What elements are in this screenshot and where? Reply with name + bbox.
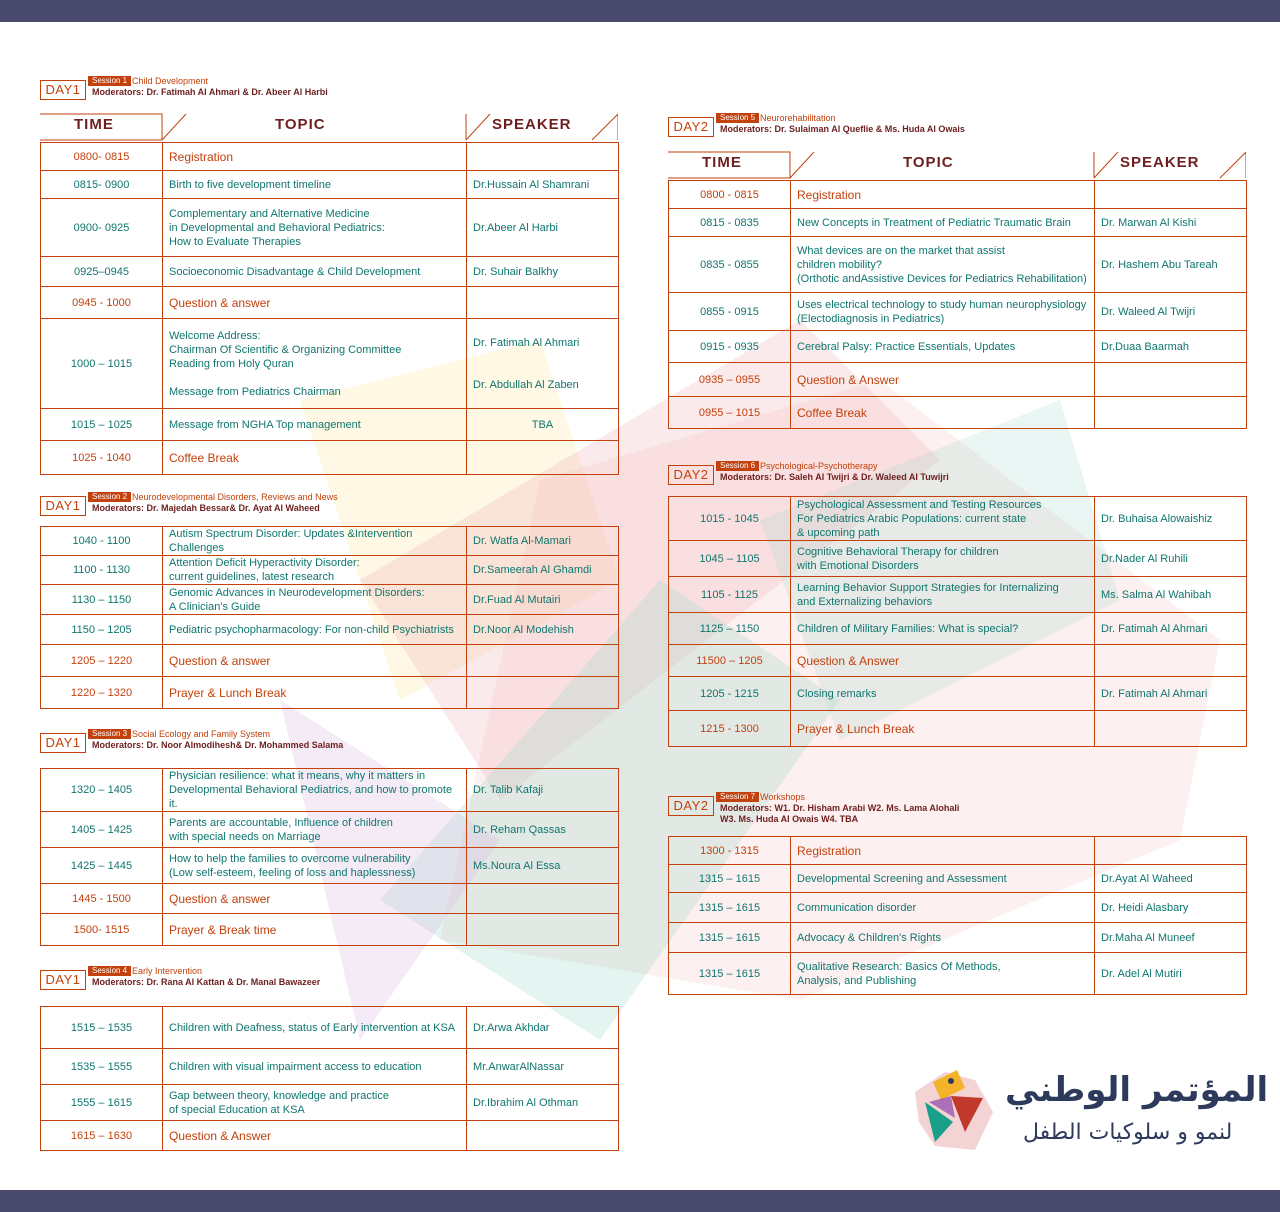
schedule-row — [669, 293, 1247, 331]
topic-cell: How to help the families to overcome vulnerability (Low self-esteem, feeling of loss and haplessness) — [163, 848, 467, 884]
topic-cell: Gap between theory, knowledge and practice of special Education at KSA — [163, 1085, 467, 1121]
table-header — [668, 148, 1246, 178]
time-cell: 0800- 0815 — [41, 143, 163, 171]
time-cell: 1040 - 1100 — [41, 527, 163, 556]
schedule-table — [40, 1006, 619, 1151]
schedule-row — [41, 585, 619, 615]
session-header — [40, 492, 640, 522]
topic-cell: Parents are accountable, Influence of children with special needs on Marriage — [163, 812, 467, 848]
topic-cell: Developmental Screening and Assessment — [791, 865, 1095, 893]
speaker-cell: Dr. Talib Kafaji — [467, 769, 619, 812]
day-badge: DAY2 — [668, 465, 714, 485]
logo-title-arabic: المؤتمر الوطني — [1005, 1070, 1269, 1110]
schedule-row — [669, 923, 1247, 953]
time-cell: 0915 - 0935 — [669, 331, 791, 363]
session-title: Psychological-Psychotherapy — [760, 461, 878, 471]
time-cell: 0945 - 1000 — [41, 287, 163, 319]
schedule-row — [669, 577, 1247, 613]
session-header — [40, 729, 640, 759]
time-cell: 1315 – 1615 — [669, 865, 791, 893]
speaker-cell — [467, 914, 619, 946]
time-cell: 0815- 0900 — [41, 171, 163, 199]
schedule-row — [669, 497, 1247, 541]
schedule-row — [41, 677, 619, 709]
speaker-cell — [467, 645, 619, 677]
time-cell: 0815 - 0835 — [669, 209, 791, 237]
schedule-row — [41, 257, 619, 287]
topic-cell: Question & answer — [163, 645, 467, 677]
day-badge: DAY1 — [40, 496, 86, 516]
session-number-badge: Session 1 — [88, 76, 131, 86]
speaker-cell — [1095, 711, 1247, 747]
topic-cell: Prayer & Break time — [163, 914, 467, 946]
time-cell: 1000 – 1015 — [41, 319, 163, 409]
header-topic: TOPIC — [903, 154, 954, 171]
speaker-cell — [467, 287, 619, 319]
time-cell: 1105 - 1125 — [669, 577, 791, 613]
speaker-cell: Dr. Reham Qassas — [467, 812, 619, 848]
time-cell: 1425 – 1445 — [41, 848, 163, 884]
day-badge: DAY1 — [40, 970, 86, 990]
topic-cell: Genomic Advances in Neurodevelopment Disorders: A Clinician's Guide — [163, 585, 467, 615]
time-cell: 1130 – 1150 — [41, 585, 163, 615]
topic-cell: Psychological Assessment and Testing Resources For Pediatrics Arabic Populations: current state & upcoming path — [791, 497, 1095, 541]
speaker-cell: Dr.Noor Al Modehish — [467, 615, 619, 645]
schedule-row — [41, 615, 619, 645]
time-cell: 0935 – 0955 — [669, 363, 791, 397]
day-badge: DAY1 — [40, 80, 86, 100]
schedule-table — [40, 768, 619, 946]
speaker-cell: Dr.Ibrahim Al Othman — [467, 1085, 619, 1121]
speaker-cell — [1095, 363, 1247, 397]
time-cell: 1205 – 1220 — [41, 645, 163, 677]
time-cell: 1515 – 1535 — [41, 1007, 163, 1049]
conference-logo — [905, 1062, 1269, 1162]
time-cell: 1125 – 1150 — [669, 613, 791, 645]
topic-cell: Question & Answer — [791, 363, 1095, 397]
topic-cell: Registration — [791, 837, 1095, 865]
schedule-row — [41, 769, 619, 812]
topic-cell: Children of Military Families: What is special? — [791, 613, 1095, 645]
speaker-cell: Dr. Buhaisa Alowaishiz — [1095, 497, 1247, 541]
topic-cell: Coffee Break — [163, 441, 467, 475]
topic-cell: Communication disorder — [791, 893, 1095, 923]
time-cell: 1100 - 1130 — [41, 556, 163, 585]
speaker-cell: Dr.Abeer Al Harbi — [467, 199, 619, 257]
time-cell: 1315 – 1615 — [669, 893, 791, 923]
time-cell: 1405 – 1425 — [41, 812, 163, 848]
topic-cell: Autism Spectrum Disorder: Updates &Intervention Challenges — [163, 527, 467, 556]
speaker-cell: Dr.Maha Al Muneef — [1095, 923, 1247, 953]
schedule-row — [41, 556, 619, 585]
schedule-row — [41, 645, 619, 677]
topic-cell: Advocacy & Children's Rights — [791, 923, 1095, 953]
schedule-row — [41, 1085, 619, 1121]
time-cell: 0925–0945 — [41, 257, 163, 287]
topic-cell: Children with Deafness, status of Early intervention at KSA — [163, 1007, 467, 1049]
day-badge: DAY1 — [40, 733, 86, 753]
schedule-row — [669, 331, 1247, 363]
schedule-row — [669, 541, 1247, 577]
time-cell: 1015 - 1045 — [669, 497, 791, 541]
speaker-cell: Dr. Fatimah Al Ahmari — [1095, 613, 1247, 645]
schedule-row — [669, 953, 1247, 995]
topic-cell: Closing remarks — [791, 677, 1095, 711]
topic-cell: Coffee Break — [791, 397, 1095, 429]
bottom-band — [0, 1190, 1280, 1212]
session-number-badge: Session 7 — [716, 792, 759, 802]
time-cell: 0835 - 0855 — [669, 237, 791, 293]
header-speaker: SPEAKER — [492, 116, 572, 133]
session-header — [40, 76, 640, 106]
session-title: Workshops — [760, 792, 805, 802]
schedule-row — [669, 837, 1247, 865]
session-moderators: Moderators: Dr. Rana Al Kattan & Dr. Manal Bawazeer — [92, 977, 321, 987]
speaker-cell — [1095, 397, 1247, 429]
session-title: Social Ecology and Family System — [132, 729, 271, 739]
table-header — [40, 110, 618, 140]
speaker-cell — [467, 1121, 619, 1151]
topic-cell: Socioeconomic Disadvantage & Child Development — [163, 257, 467, 287]
speaker-cell: Dr. Hashem Abu Tareah — [1095, 237, 1247, 293]
topic-cell: Physician resilience: what it means, why it matters in Developmental Behavioral Pediatrics, and how to promote it. — [163, 769, 467, 812]
topic-cell: Welcome Address: Chairman Of Scientific & Organizing Committee Reading from Holy Quran Message from Pediatrics Chairman — [163, 319, 467, 409]
topic-cell: What devices are on the market that assist children mobility? (Orthotic andAssistive Devices for Pediatrics Rehabilitation) — [791, 237, 1095, 293]
day-badge: DAY2 — [668, 117, 714, 137]
speaker-cell: Dr. Fatimah Al Ahmari — [1095, 677, 1247, 711]
schedule-row — [669, 865, 1247, 893]
schedule-row — [669, 613, 1247, 645]
session-moderators: Moderators: Dr. Majedah Bessar& Dr. Ayat Al Waheed — [92, 503, 320, 513]
schedule-row — [669, 181, 1247, 209]
top-band — [0, 0, 1280, 22]
session-title: Neurodevelopmental Disorders, Reviews and News — [132, 492, 338, 502]
schedule-row — [669, 237, 1247, 293]
time-cell: 1215 - 1300 — [669, 711, 791, 747]
time-cell: 1555 – 1615 — [41, 1085, 163, 1121]
session-moderators: Moderators: Dr. Fatimah Al Ahmari & Dr. Abeer Al Harbi — [92, 87, 328, 97]
schedule-row — [41, 884, 619, 914]
session-moderators: Moderators: Dr. Noor Almodihesh& Dr. Mohammed Salama — [92, 740, 344, 750]
schedule-row — [669, 677, 1247, 711]
schedule-row — [41, 171, 619, 199]
schedule-row — [41, 848, 619, 884]
speaker-cell: Dr.Hussain Al Shamrani — [467, 171, 619, 199]
time-cell: 1205 - 1215 — [669, 677, 791, 711]
speaker-cell: Dr.Arwa Akhdar — [467, 1007, 619, 1049]
schedule-row — [41, 1007, 619, 1049]
speaker-cell — [1095, 181, 1247, 209]
topic-cell: Birth to five development timeline — [163, 171, 467, 199]
speaker-cell — [467, 143, 619, 171]
schedule-row — [41, 409, 619, 441]
topic-cell: Registration — [163, 143, 467, 171]
speaker-cell — [467, 441, 619, 475]
topic-cell: New Concepts in Treatment of Pediatric Traumatic Brain — [791, 209, 1095, 237]
speaker-cell — [1095, 645, 1247, 677]
session-moderators: Moderators: Dr. Sulaiman Al Queflie & Ms. Huda Al Owais — [720, 124, 965, 134]
session-number-badge: Session 4 — [88, 966, 131, 976]
schedule-row — [41, 199, 619, 257]
time-cell: 0955 – 1015 — [669, 397, 791, 429]
schedule-table — [668, 496, 1247, 747]
time-cell: 1025 - 1040 — [41, 441, 163, 475]
topic-cell: Message from NGHA Top management — [163, 409, 467, 441]
session-number-badge: Session 2 — [88, 492, 131, 502]
time-cell: 1015 – 1025 — [41, 409, 163, 441]
time-cell: 1315 – 1615 — [669, 953, 791, 995]
speaker-cell — [1095, 837, 1247, 865]
time-cell: 1320 – 1405 — [41, 769, 163, 812]
time-cell: 1150 – 1205 — [41, 615, 163, 645]
schedule-row — [41, 914, 619, 946]
speaker-cell: Dr. Adel Al Mutiri — [1095, 953, 1247, 995]
schedule-table — [40, 526, 619, 709]
schedule-row — [669, 711, 1247, 747]
header-topic: TOPIC — [275, 116, 326, 133]
time-cell: 0900- 0925 — [41, 199, 163, 257]
topic-cell: Cerebral Palsy: Practice Essentials, Updates — [791, 331, 1095, 363]
session-title: Early Intervention — [132, 966, 203, 976]
schedule-row — [41, 319, 619, 409]
session-title: Neurorehabilitation — [760, 113, 836, 123]
logo-emblem-icon — [905, 1062, 1000, 1157]
header-time: TIME — [702, 154, 742, 171]
speaker-cell: Mr.AnwarAlNassar — [467, 1049, 619, 1085]
schedule-row — [41, 441, 619, 475]
topic-cell: Qualitative Research: Basics Of Methods, Analysis, and Publishing — [791, 953, 1095, 995]
speaker-cell: Dr. Waleed Al Twijri — [1095, 293, 1247, 331]
speaker-cell — [467, 884, 619, 914]
schedule-row — [41, 1049, 619, 1085]
schedule-row — [669, 209, 1247, 237]
speaker-cell: Ms. Salma Al Wahibah — [1095, 577, 1247, 613]
time-cell: 1045 – 1105 — [669, 541, 791, 577]
schedule-table — [40, 142, 619, 475]
header-speaker: SPEAKER — [1120, 154, 1200, 171]
schedule-row — [41, 143, 619, 171]
speaker-cell: Dr. Marwan Al Kishi — [1095, 209, 1247, 237]
topic-cell: Pediatric psychopharmacology: For non-child Psychiatrists — [163, 615, 467, 645]
speaker-cell: Ms.Noura Al Essa — [467, 848, 619, 884]
time-cell: 0855 - 0915 — [669, 293, 791, 331]
time-cell: 1615 – 1630 — [41, 1121, 163, 1151]
schedule-table — [668, 180, 1247, 429]
speaker-cell: Dr.Ayat Al Waheed — [1095, 865, 1247, 893]
session-header — [668, 113, 1268, 143]
time-cell: 0800 - 0815 — [669, 181, 791, 209]
topic-cell: Question & answer — [163, 884, 467, 914]
session-number-badge: Session 3 — [88, 729, 131, 739]
topic-cell: Question & answer — [163, 287, 467, 319]
time-cell: 1300 - 1315 — [669, 837, 791, 865]
topic-cell: Complementary and Alternative Medicine in Developmental and Behavioral Pediatrics: How to Evaluate Therapies — [163, 199, 467, 257]
speaker-cell: Dr. Watfa Al-Mamari — [467, 527, 619, 556]
speaker-cell: Dr.Sameerah Al Ghamdi — [467, 556, 619, 585]
session-moderators: Moderators: Dr. Saleh Al Twijri & Dr. Waleed Al Tuwijri — [720, 472, 949, 482]
time-cell: 1315 – 1615 — [669, 923, 791, 953]
speaker-cell: Dr.Duaa Baarmah — [1095, 331, 1247, 363]
schedule-row — [41, 1121, 619, 1151]
time-cell: 1220 – 1320 — [41, 677, 163, 709]
speaker-cell: Dr. Heidi Alasbary — [1095, 893, 1247, 923]
time-cell: 11500 – 1205 — [669, 645, 791, 677]
session-title: Child Development — [132, 76, 209, 86]
topic-cell: Uses electrical technology to study human neurophysiology (Electodiagnosis in Pediatrics) — [791, 293, 1095, 331]
session-number-badge: Session 6 — [716, 461, 759, 471]
schedule-row — [41, 287, 619, 319]
schedule-row — [669, 397, 1247, 429]
topic-cell: Learning Behavior Support Strategies for Internalizing and Externalizing behaviors — [791, 577, 1095, 613]
time-cell: 1500- 1515 — [41, 914, 163, 946]
topic-cell: Question & Answer — [791, 645, 1095, 677]
speaker-cell — [467, 677, 619, 709]
topic-cell: Attention Deficit Hyperactivity Disorder: current guidelines, latest research — [163, 556, 467, 585]
topic-cell: Children with visual impairment access to education — [163, 1049, 467, 1085]
day-badge: DAY2 — [668, 796, 714, 816]
speaker-cell: TBA — [467, 409, 619, 441]
topic-cell: Question & Answer — [163, 1121, 467, 1151]
schedule-table — [668, 836, 1247, 995]
speaker-cell: Dr. Suhair Balkhy — [467, 257, 619, 287]
time-cell: 1535 – 1555 — [41, 1049, 163, 1085]
schedule-row — [41, 527, 619, 556]
schedule-row — [669, 363, 1247, 397]
topic-cell: Prayer & Lunch Break — [163, 677, 467, 709]
logo-subtitle-arabic: لنمو و سلوكيات الطفل — [1023, 1120, 1233, 1145]
session-number-badge: Session 5 — [716, 113, 759, 123]
speaker-cell: Dr.Fuad Al Mutairi — [467, 585, 619, 615]
header-time: TIME — [74, 116, 114, 133]
schedule-row — [669, 893, 1247, 923]
time-cell: 1445 - 1500 — [41, 884, 163, 914]
schedule-row — [41, 812, 619, 848]
session-header — [40, 966, 640, 996]
topic-cell: Registration — [791, 181, 1095, 209]
speaker-cell: Dr. Fatimah Al Ahmari Dr. Abdullah Al Zaben — [467, 319, 619, 409]
schedule-row — [669, 645, 1247, 677]
session-header — [668, 461, 1268, 491]
topic-cell: Prayer & Lunch Break — [791, 711, 1095, 747]
session-moderators: Moderators: W1. Dr. Hisham Arabi W2. Ms. Lama Alohali W3. Ms. Huda Al Owais W4. TBA — [720, 803, 960, 824]
session-header — [668, 792, 1268, 822]
speaker-cell: Dr.Nader Al Ruhili — [1095, 541, 1247, 577]
topic-cell: Cognitive Behavioral Therapy for children with Emotional Disorders — [791, 541, 1095, 577]
